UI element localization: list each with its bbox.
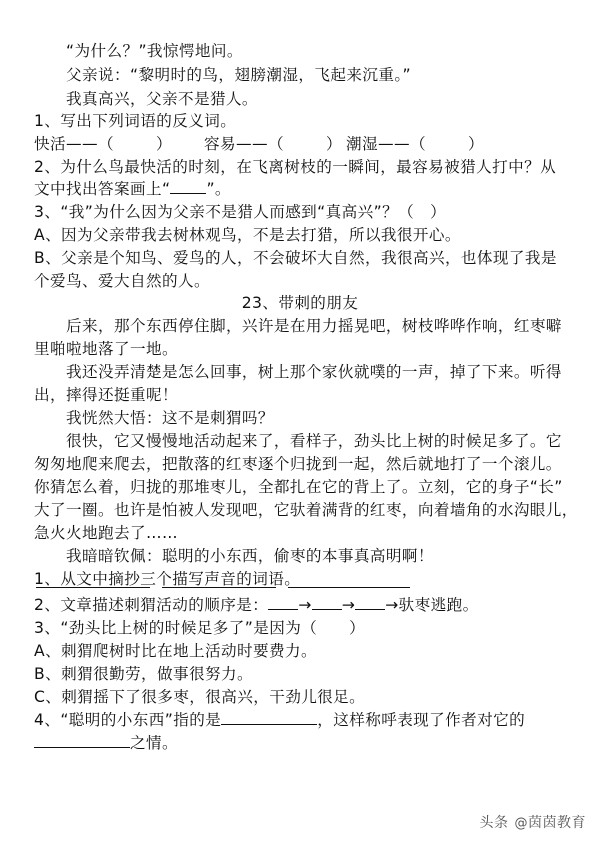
question-2-b: [34, 594, 574, 616]
passage-b-line: 大了一圈。也许是怕被人发现吧，它驮着满背的红枣，向着墙角的水沟眼儿，: [34, 501, 578, 519]
question-4-b: [34, 709, 574, 731]
passage-b-line: 出，摔得还挺重呢！: [34, 386, 178, 404]
question-4-b-middle: ，这样称呼表现了作者对它的: [317, 711, 526, 729]
arrow-icon: →: [341, 596, 356, 614]
at-icon: @: [514, 816, 528, 831]
watermark-prefix: 头条: [479, 815, 509, 831]
sequence-blank[interactable]: [355, 609, 385, 610]
question-2-a-cont: [34, 178, 574, 200]
answer-line[interactable]: [162, 587, 276, 588]
passage-b-line: 里啪啦地落了一地。: [34, 340, 178, 358]
question-2-b-end: 驮枣逃跑。: [398, 596, 479, 614]
passage-b-line: 我还没弄清楚是怎么回事，树上那个家伙就噗的一声，掉了下来。听得: [66, 363, 562, 381]
antonym-word: 容易——（: [204, 135, 284, 153]
watermark-name: 茵茵教育: [528, 815, 586, 831]
sequence-blank[interactable]: [312, 609, 342, 610]
underline-blank[interactable]: [170, 193, 206, 194]
passage-a-line: “为什么？”我惊愕地问。: [66, 42, 243, 60]
passage-b-line: 你猜怎么着，归拢的那堆枣儿，全都扎在它的背上了。立刻，它的身子“长”: [34, 478, 563, 496]
section-title: 23、带刺的朋友: [241, 294, 359, 312]
antonym-item: [204, 133, 342, 155]
answer-line[interactable]: [288, 587, 410, 588]
question-1-a: 1、写出下列词语的反义词。: [34, 112, 237, 130]
answer-blank[interactable]: [221, 724, 317, 725]
question-3-a: 3、“我”为什么因为父亲不是猎人而感到“真高兴”？（ ）: [34, 203, 447, 221]
passage-a-line: 父亲说：“黎明时的鸟，翅膀潮湿，飞起来沉重。”: [66, 66, 412, 84]
sequence-blank[interactable]: [268, 609, 298, 610]
answer-line[interactable]: [36, 587, 150, 588]
option-b: B、刺猬很勤劳，做事很努力。: [34, 665, 254, 683]
passage-b-line: 很快，它又慢慢地活动起来了，看样子，劲头比上树的时候足多了。它: [66, 432, 562, 450]
question-2-b-prefix: 2、文章描述刺猬活动的顺序是：: [34, 596, 269, 614]
arrow-icon: →: [385, 596, 399, 614]
passage-b-line: 匆匆地爬来爬去，把散落的红枣逐个归拢到一起，然后就地打了一个滚儿。: [34, 455, 562, 473]
passage-b-line: 我暗暗钦佩：聪明的小东西，偷枣的本事真高明啊！: [66, 547, 434, 565]
option-b: B、父亲是个知鸟、爱鸟的人，不会破坏大自然，我很高兴，也体现了我是: [34, 249, 557, 267]
question-4-b-prefix: 4、“聪明的小东西”指的是: [34, 711, 222, 729]
antonym-close: ）: [325, 135, 342, 153]
arrow-icon: →: [298, 596, 312, 614]
antonym-item: [34, 133, 172, 155]
question-3-b: 3、“劲头比上树的时候足多了”是因为（ ）: [34, 619, 366, 637]
question-4-b-suffix: 之情。: [130, 734, 178, 752]
option-c: C、刺猬摇下了很多枣，很高兴，干劲儿很足。: [34, 688, 366, 706]
question-2-a-suffix: ”。: [206, 180, 231, 198]
question-1-b: 1、从文中摘抄三个描写声音的词语。: [34, 570, 301, 588]
passage-b-line: 急火火地跑去了……: [34, 524, 178, 542]
antonym-close: ）: [467, 135, 484, 153]
antonym-item: [346, 133, 484, 155]
option-a: A、刺猬爬树时比在地上活动时要费力。: [34, 642, 317, 660]
option-a: A、因为父亲带我去树林观鸟，不是去打猎，所以我很开心。: [34, 226, 461, 244]
antonym-close: ）: [155, 135, 172, 153]
question-2-a: 2、为什么鸟最快活的时刻，在飞离树枝的一瞬间，最容易被猎人打中？从: [34, 158, 557, 176]
watermark: [480, 813, 587, 834]
antonym-word: 快活——（: [34, 135, 114, 153]
passage-b-line: 后来，那个东西停住脚，兴许是在用力摇晃吧，树枝哗哗作响，红枣噼: [66, 317, 562, 335]
option-b-cont: 个爱鸟、爱大自然的人。: [34, 272, 210, 290]
question-2-a-prefix: 文中找出答案画上“: [34, 180, 171, 198]
antonym-word: 潮湿——（: [346, 135, 426, 153]
answer-blank[interactable]: [34, 747, 130, 748]
passage-a-line: 我真高兴，父亲不是猎人。: [66, 90, 258, 108]
passage-b-line: 我恍然大悟：这不是刺猬吗？: [66, 409, 274, 427]
question-4-b-cont: [34, 732, 574, 754]
